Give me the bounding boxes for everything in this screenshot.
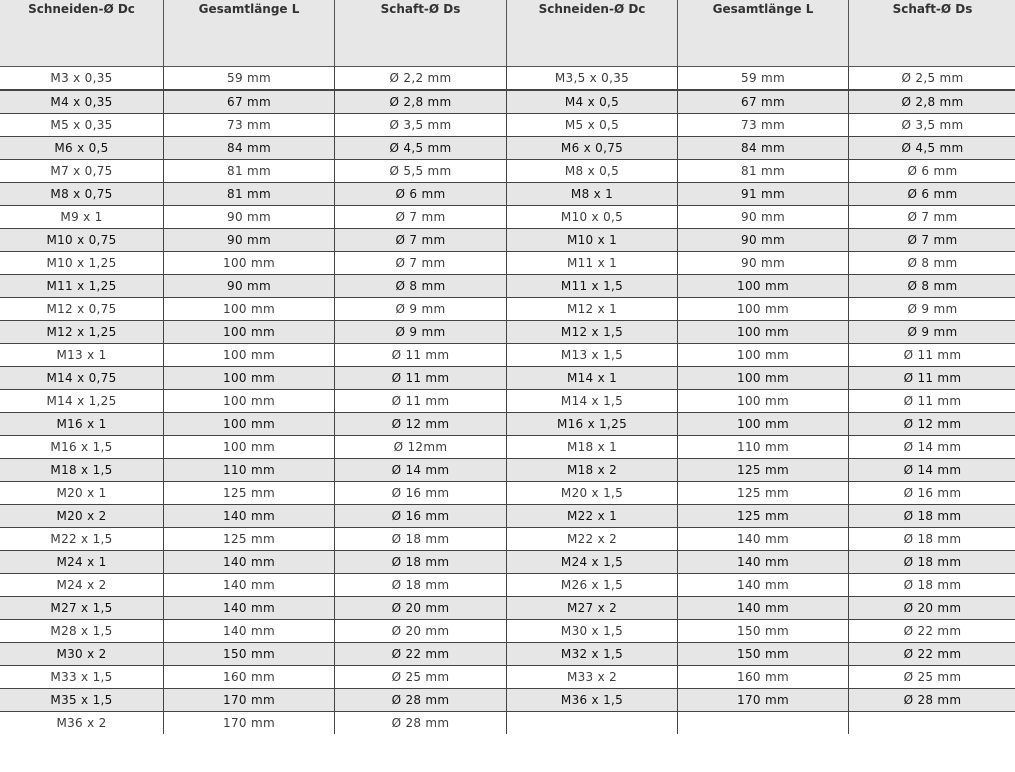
shank-diameter-cell: Ø 12mm	[335, 436, 507, 459]
cutting-diameter-cell: M5 x 0,35	[0, 114, 164, 137]
shank-diameter-cell: Ø 2,5 mm	[849, 67, 1015, 91]
total-length-cell: 100 mm	[164, 413, 335, 436]
total-length-cell: 100 mm	[164, 344, 335, 367]
total-length-cell: 59 mm	[164, 67, 335, 91]
total-length-cell: 150 mm	[678, 620, 849, 643]
total-length-cell: 100 mm	[678, 390, 849, 413]
total-length-cell: 140 mm	[678, 551, 849, 574]
cutting-diameter-cell: M8 x 0,75	[0, 183, 164, 206]
cutting-diameter-cell: M30 x 1,5	[507, 620, 678, 643]
table-row	[0, 229, 1015, 252]
header-shank-diameter: Schaft-Ø Ds	[849, 0, 1015, 67]
header-cutting-diameter: Schneiden-Ø Dc	[0, 0, 164, 67]
shank-diameter-cell: Ø 18 mm	[335, 528, 507, 551]
shank-diameter-cell: Ø 20 mm	[335, 597, 507, 620]
table-row	[0, 689, 1015, 712]
cutting-diameter-cell: M10 x 0,5	[507, 206, 678, 229]
shank-diameter-cell: Ø 5,5 mm	[335, 160, 507, 183]
total-length-cell: 84 mm	[164, 137, 335, 160]
shank-diameter-cell: Ø 11 mm	[849, 344, 1015, 367]
cutting-diameter-cell: M18 x 2	[507, 459, 678, 482]
shank-diameter-cell: Ø 11 mm	[849, 390, 1015, 413]
table-row	[0, 252, 1015, 275]
total-length-cell: 140 mm	[678, 574, 849, 597]
shank-diameter-cell: Ø 8 mm	[849, 275, 1015, 298]
total-length-cell: 100 mm	[164, 367, 335, 390]
shank-diameter-cell: Ø 22 mm	[335, 643, 507, 666]
shank-diameter-cell: Ø 18 mm	[849, 505, 1015, 528]
table-row	[0, 597, 1015, 620]
cutting-diameter-cell: M27 x 1,5	[0, 597, 164, 620]
table-row	[0, 137, 1015, 160]
shank-diameter-cell: Ø 14 mm	[335, 459, 507, 482]
shank-diameter-cell: Ø 14 mm	[849, 459, 1015, 482]
cutting-diameter-cell: M4 x 0,5	[507, 90, 678, 114]
total-length-cell: 125 mm	[678, 505, 849, 528]
shank-diameter-cell: Ø 7 mm	[335, 252, 507, 275]
cutting-diameter-cell: M30 x 2	[0, 643, 164, 666]
shank-diameter-cell: Ø 22 mm	[849, 643, 1015, 666]
table-row	[0, 482, 1015, 505]
shank-diameter-cell: Ø 28 mm	[335, 712, 507, 735]
cutting-diameter-cell: M18 x 1,5	[0, 459, 164, 482]
cutting-diameter-cell: M14 x 0,75	[0, 367, 164, 390]
shank-diameter-cell: Ø 3,5 mm	[849, 114, 1015, 137]
shank-diameter-cell: Ø 11 mm	[849, 367, 1015, 390]
shank-diameter-cell: Ø 12 mm	[849, 413, 1015, 436]
cutting-diameter-cell: M32 x 1,5	[507, 643, 678, 666]
cutting-diameter-cell: M12 x 1	[507, 298, 678, 321]
shank-diameter-cell: Ø 28 mm	[335, 689, 507, 712]
table-body	[0, 67, 1015, 735]
shank-diameter-cell: Ø 7 mm	[849, 229, 1015, 252]
total-length-cell: 100 mm	[164, 390, 335, 413]
shank-diameter-cell: Ø 2,8 mm	[335, 90, 507, 114]
table-row	[0, 90, 1015, 114]
cutting-diameter-cell: M28 x 1,5	[0, 620, 164, 643]
total-length-cell: 170 mm	[678, 689, 849, 712]
total-length-cell: 100 mm	[164, 298, 335, 321]
total-length-cell: 160 mm	[678, 666, 849, 689]
shank-diameter-cell: Ø 28 mm	[849, 689, 1015, 712]
cutting-diameter-cell: M33 x 1,5	[0, 666, 164, 689]
total-length-cell: 90 mm	[678, 252, 849, 275]
table-row	[0, 114, 1015, 137]
cutting-diameter-cell: M6 x 0,75	[507, 137, 678, 160]
cutting-diameter-cell: M10 x 1	[507, 229, 678, 252]
cutting-diameter-cell: M33 x 2	[507, 666, 678, 689]
total-length-cell: 81 mm	[678, 160, 849, 183]
table-row	[0, 413, 1015, 436]
shank-diameter-cell: Ø 6 mm	[335, 183, 507, 206]
cutting-diameter-cell: M12 x 0,75	[0, 298, 164, 321]
total-length-cell: 125 mm	[678, 482, 849, 505]
shank-diameter-cell: Ø 8 mm	[335, 275, 507, 298]
shank-diameter-cell: Ø 18 mm	[335, 551, 507, 574]
cutting-diameter-cell: M20 x 1	[0, 482, 164, 505]
total-length-cell: 100 mm	[164, 252, 335, 275]
total-length-cell: 100 mm	[678, 413, 849, 436]
cutting-diameter-cell: M18 x 1	[507, 436, 678, 459]
total-length-cell: 140 mm	[678, 528, 849, 551]
cutting-diameter-cell: M12 x 1,5	[507, 321, 678, 344]
cutting-diameter-cell: M35 x 1,5	[0, 689, 164, 712]
total-length-cell: 110 mm	[164, 459, 335, 482]
table-row	[0, 459, 1015, 482]
table-row	[0, 436, 1015, 459]
shank-diameter-cell: Ø 4,5 mm	[849, 137, 1015, 160]
shank-diameter-cell: Ø 9 mm	[849, 298, 1015, 321]
cutting-diameter-cell: M8 x 0,5	[507, 160, 678, 183]
cutting-diameter-cell: M13 x 1	[0, 344, 164, 367]
shank-diameter-cell: Ø 9 mm	[335, 298, 507, 321]
cutting-diameter-cell: M13 x 1,5	[507, 344, 678, 367]
shank-diameter-cell: Ø 16 mm	[849, 482, 1015, 505]
shank-diameter-cell: Ø 7 mm	[849, 206, 1015, 229]
total-length-cell: 170 mm	[164, 712, 335, 735]
cutting-diameter-cell: M36 x 2	[0, 712, 164, 735]
header-total-length: Gesamtlänge L	[164, 0, 335, 67]
total-length-cell: 81 mm	[164, 183, 335, 206]
table-row	[0, 390, 1015, 413]
total-length-cell: 140 mm	[164, 597, 335, 620]
cutting-diameter-cell: M8 x 1	[507, 183, 678, 206]
total-length-cell: 125 mm	[678, 459, 849, 482]
total-length-cell: 100 mm	[678, 298, 849, 321]
total-length-cell: 170 mm	[164, 689, 335, 712]
cutting-diameter-cell: M4 x 0,35	[0, 90, 164, 114]
shank-diameter-cell	[849, 712, 1015, 735]
shank-diameter-cell: Ø 9 mm	[849, 321, 1015, 344]
cutting-diameter-cell: M24 x 2	[0, 574, 164, 597]
table-row	[0, 160, 1015, 183]
shank-diameter-cell: Ø 22 mm	[849, 620, 1015, 643]
shank-diameter-cell: Ø 16 mm	[335, 505, 507, 528]
cutting-diameter-cell: M11 x 1,5	[507, 275, 678, 298]
shank-diameter-cell: Ø 25 mm	[335, 666, 507, 689]
shank-diameter-cell: Ø 7 mm	[335, 229, 507, 252]
shank-diameter-cell: Ø 2,8 mm	[849, 90, 1015, 114]
total-length-cell: 150 mm	[678, 643, 849, 666]
shank-diameter-cell: Ø 18 mm	[335, 574, 507, 597]
cutting-diameter-cell: M24 x 1	[0, 551, 164, 574]
cutting-diameter-cell: M6 x 0,5	[0, 137, 164, 160]
cutting-diameter-cell: M16 x 1	[0, 413, 164, 436]
cutting-diameter-cell: M10 x 1,25	[0, 252, 164, 275]
table-row	[0, 620, 1015, 643]
shank-diameter-cell: Ø 11 mm	[335, 390, 507, 413]
shank-diameter-cell: Ø 2,2 mm	[335, 67, 507, 91]
total-length-cell: 140 mm	[164, 574, 335, 597]
total-length-cell: 160 mm	[164, 666, 335, 689]
table-row	[0, 321, 1015, 344]
cutting-diameter-cell: M24 x 1,5	[507, 551, 678, 574]
total-length-cell: 90 mm	[164, 275, 335, 298]
header-total-length: Gesamtlänge L	[678, 0, 849, 67]
shank-diameter-cell: Ø 18 mm	[849, 528, 1015, 551]
cutting-diameter-cell: M16 x 1,5	[0, 436, 164, 459]
cutting-diameter-cell: M14 x 1	[507, 367, 678, 390]
shank-diameter-cell: Ø 18 mm	[849, 574, 1015, 597]
shank-diameter-cell: Ø 11 mm	[335, 344, 507, 367]
total-length-cell: 100 mm	[678, 344, 849, 367]
shank-diameter-cell: Ø 11 mm	[335, 367, 507, 390]
cutting-diameter-cell: M20 x 1,5	[507, 482, 678, 505]
shank-diameter-cell: Ø 18 mm	[849, 551, 1015, 574]
cutting-diameter-cell: M14 x 1,5	[507, 390, 678, 413]
shank-diameter-cell: Ø 20 mm	[849, 597, 1015, 620]
table-row	[0, 505, 1015, 528]
shank-diameter-cell: Ø 7 mm	[335, 206, 507, 229]
table-row	[0, 551, 1015, 574]
cutting-diameter-cell: M14 x 1,25	[0, 390, 164, 413]
cutting-diameter-cell: M36 x 1,5	[507, 689, 678, 712]
total-length-cell: 125 mm	[164, 482, 335, 505]
total-length-cell: 73 mm	[164, 114, 335, 137]
table-row	[0, 183, 1015, 206]
total-length-cell: 81 mm	[164, 160, 335, 183]
total-length-cell: 84 mm	[678, 137, 849, 160]
shank-diameter-cell: Ø 25 mm	[849, 666, 1015, 689]
table-row	[0, 367, 1015, 390]
shank-diameter-cell: Ø 3,5 mm	[335, 114, 507, 137]
header-shank-diameter: Schaft-Ø Ds	[335, 0, 507, 67]
cutting-diameter-cell: M20 x 2	[0, 505, 164, 528]
total-length-cell: 90 mm	[678, 229, 849, 252]
total-length-cell: 59 mm	[678, 67, 849, 91]
cutting-diameter-cell: M27 x 2	[507, 597, 678, 620]
table-row	[0, 643, 1015, 666]
shank-diameter-cell: Ø 12 mm	[335, 413, 507, 436]
cutting-diameter-cell: M22 x 2	[507, 528, 678, 551]
shank-diameter-cell: Ø 6 mm	[849, 160, 1015, 183]
table-row	[0, 344, 1015, 367]
header-cutting-diameter: Schneiden-Ø Dc	[507, 0, 678, 67]
cutting-diameter-cell: M3,5 x 0,35	[507, 67, 678, 91]
total-length-cell	[678, 712, 849, 735]
total-length-cell: 140 mm	[164, 551, 335, 574]
cutting-diameter-cell: M5 x 0,5	[507, 114, 678, 137]
total-length-cell: 100 mm	[678, 367, 849, 390]
total-length-cell: 140 mm	[164, 505, 335, 528]
total-length-cell: 100 mm	[678, 275, 849, 298]
table-row	[0, 298, 1015, 321]
cutting-diameter-cell: M26 x 1,5	[507, 574, 678, 597]
total-length-cell: 140 mm	[164, 620, 335, 643]
total-length-cell: 67 mm	[164, 90, 335, 114]
cutting-diameter-cell: M9 x 1	[0, 206, 164, 229]
shank-diameter-cell: Ø 6 mm	[849, 183, 1015, 206]
table-row	[0, 275, 1015, 298]
cutting-diameter-cell: M22 x 1	[507, 505, 678, 528]
cutting-diameter-cell: M3 x 0,35	[0, 67, 164, 91]
cutting-diameter-cell: M11 x 1,25	[0, 275, 164, 298]
total-length-cell: 100 mm	[678, 321, 849, 344]
table-row	[0, 206, 1015, 229]
total-length-cell: 90 mm	[678, 206, 849, 229]
shank-diameter-cell: Ø 16 mm	[335, 482, 507, 505]
total-length-cell: 110 mm	[678, 436, 849, 459]
shank-diameter-cell: Ø 8 mm	[849, 252, 1015, 275]
cutting-diameter-cell: M12 x 1,25	[0, 321, 164, 344]
cutting-diameter-cell: M11 x 1	[507, 252, 678, 275]
total-length-cell: 67 mm	[678, 90, 849, 114]
table-row	[0, 528, 1015, 551]
shank-diameter-cell: Ø 14 mm	[849, 436, 1015, 459]
cutting-diameter-cell: M22 x 1,5	[0, 528, 164, 551]
total-length-cell: 125 mm	[164, 528, 335, 551]
cutting-diameter-cell	[507, 712, 678, 735]
cutting-diameter-cell: M10 x 0,75	[0, 229, 164, 252]
total-length-cell: 100 mm	[164, 321, 335, 344]
shank-diameter-cell: Ø 9 mm	[335, 321, 507, 344]
total-length-cell: 140 mm	[678, 597, 849, 620]
total-length-cell: 100 mm	[164, 436, 335, 459]
header-row	[0, 0, 1015, 67]
table-row	[0, 67, 1015, 91]
total-length-cell: 90 mm	[164, 229, 335, 252]
cutting-diameter-cell: M7 x 0,75	[0, 160, 164, 183]
table-row	[0, 712, 1015, 735]
total-length-cell: 91 mm	[678, 183, 849, 206]
cutting-diameter-cell: M16 x 1,25	[507, 413, 678, 436]
total-length-cell: 90 mm	[164, 206, 335, 229]
total-length-cell: 73 mm	[678, 114, 849, 137]
shank-diameter-cell: Ø 20 mm	[335, 620, 507, 643]
table-row	[0, 574, 1015, 597]
table-row	[0, 666, 1015, 689]
total-length-cell: 150 mm	[164, 643, 335, 666]
shank-diameter-cell: Ø 4,5 mm	[335, 137, 507, 160]
